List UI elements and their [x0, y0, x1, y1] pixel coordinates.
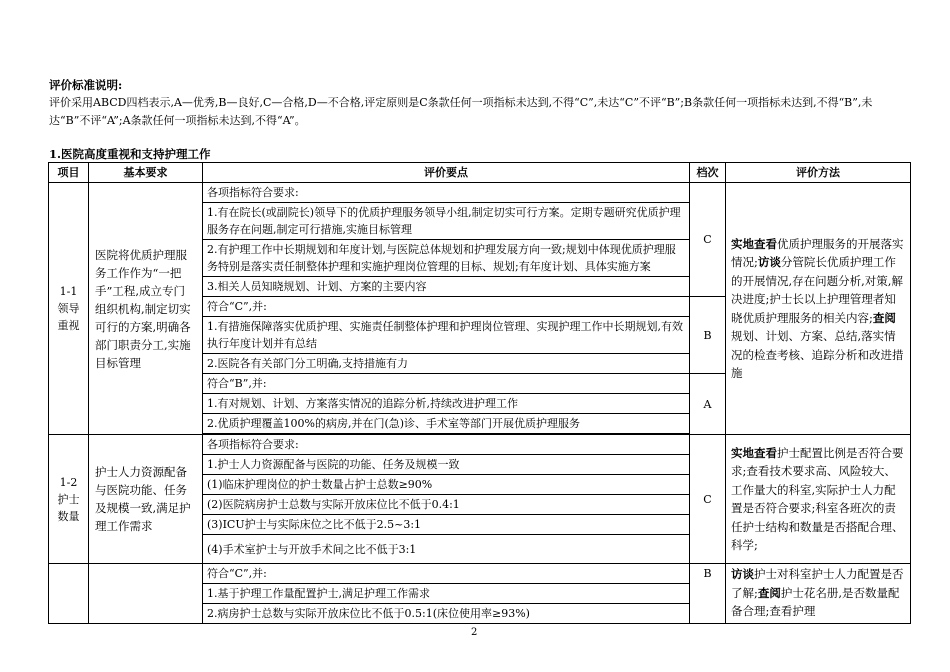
evaluation-method-1-2-continued: [726, 564, 911, 624]
method-keyword: 查阅: [757, 585, 781, 600]
method-text: 规划、计划、方案、总结,落实情况的检查考核、追踪分析和改进措施: [731, 329, 904, 380]
table-header-row: [49, 163, 911, 183]
c-point: 各项指标符合要求:: [203, 435, 690, 455]
c-point: 3.相关人员知晓规划、计划、方案的主要内容: [203, 277, 690, 297]
method-text: 优质护理服务的开展落实情况;: [731, 236, 904, 269]
b-point: 1.基于护理工作量配置护士,满足护理工作需求: [203, 584, 690, 604]
evaluation-method-1-2: [726, 435, 911, 564]
header-evaluation-method: 评价方法: [726, 163, 911, 183]
method-text: 护士花名册,是否数量配备合理;查看护理: [731, 585, 900, 618]
c-point: (2)医院病房护士总数与实际开放床位比不低于0.4:1: [203, 495, 690, 515]
criteria-description: 评价采用ABCD四档表示,A—优秀,B—良好,C—合格,D—不合格,评定原则是C条款任何一项指标未达到,不得“C”,未达“C”不评“B”;B条款任何一项指标未达到,不得“B”,未达“B”不评“A”;A条款任何一项指标未达到,不得“A”。: [49, 96, 873, 127]
basic-requirement-1-2: 护士人力资源配备与医院功能、任务及规模一致,满足护理工作需求: [89, 435, 203, 564]
table-row: [49, 183, 911, 203]
a-point: 符合“B”,并:: [203, 374, 690, 394]
c-point: (4)手术室护士与开放手术间之比不低于3:1: [203, 535, 690, 564]
c-point: 1.护士人力资源配备与医院的功能、任务及规模一致: [203, 455, 690, 475]
method-keyword: 查阅: [872, 310, 896, 325]
item-1-1: 1-1 领导重视: [49, 183, 89, 435]
grade-b: B: [690, 297, 726, 374]
table-row: [49, 564, 911, 584]
a-point: 1.有对规划、计划、方案落实情况的追踪分析,持续改进护理工作: [203, 394, 690, 414]
method-text: 分管院长优质护理工作的开展情况,存在问题分析,对策,解决进度;护士长以上护理管理者知晓优质护理服务的相关内容;: [731, 255, 903, 325]
grade-c: C: [690, 183, 726, 297]
grade-c: C: [690, 435, 726, 564]
c-point: 1.有在院长(或副院长)领导下的优质护理服务领导小组,制定切实可行方案。定期专题研究优质护理服务存在问题,制定可行措施,实施目标管理: [203, 203, 690, 240]
method-keyword: 访谈: [731, 567, 754, 581]
method-text: 护士对科室护士人力配置是否了解;: [731, 567, 904, 600]
evaluation-method-1-1: [726, 183, 911, 435]
c-point: (1)临床护理岗位的护士数量占护士总数≥90%: [203, 475, 690, 495]
grade-a: A: [690, 374, 726, 435]
b-point: 2.病房护士总数与实际开放床位比不低于0.5:1(床位使用率≥93%): [203, 604, 690, 624]
b-point: 符合“C”,并:: [203, 297, 690, 317]
basic-requirement-1-1: 医院将优质护理服务工作作为“一把手”工程,成立专门组织机构,制定切实可行的方案,明确各部门职责分工,实施目标管理: [89, 183, 203, 435]
section-title: 1.医院高度重视和支持护理工作: [49, 147, 211, 161]
criteria-title: 评价标准说明:: [49, 78, 123, 92]
evaluation-table: [48, 162, 911, 624]
b-point: 符合“C”,并:: [203, 564, 690, 584]
method-text: 护士配置比例是否符合要求;查看技术要求高、风险较大、工作量大的科室,实际护士人力配置是否符合要求;科室各班次的责任护士结构和数量是否搭配合理、科学;: [731, 445, 904, 552]
header-item: 项目: [49, 163, 89, 183]
item-1-2: 1-2 护士数量: [49, 435, 89, 564]
b-point: 2.医院各有关部门分工明确,支持措施有力: [203, 354, 690, 374]
c-point: 各项指标符合要求:: [203, 183, 690, 203]
empty-item-cell: [49, 564, 89, 624]
grade-b: B: [690, 564, 726, 624]
header-grade: 档次: [690, 163, 726, 183]
a-point: 2.优质护理覆盖100%的病房,并在门(急)诊、手术室等部门开展优质护理服务: [203, 414, 690, 434]
header-basic-requirements: 基本要求: [89, 163, 203, 183]
page-number: 2: [471, 627, 478, 638]
table-row: [49, 435, 911, 455]
method-keyword: 实地查看: [731, 445, 777, 460]
b-point: 1.有措施保障落实优质护理、实施责任制整体护理和护理岗位管理、实现护理工作中长期规划,有效执行年度计划并有总结: [203, 317, 690, 354]
method-keyword: 实地查看: [731, 236, 777, 251]
method-keyword: 访谈: [757, 255, 781, 269]
c-point: (3)ICU护士与实际床位之比不低于2.5~3:1: [203, 515, 690, 535]
empty-basic-cell: [89, 564, 203, 624]
c-point: 2.有护理工作中长期规划和年度计划,与医院总体规划和护理发展方向一致;规划中体现优质护理服务特别是落实责任制整体护理和实施护理岗位管理的目标、规划;有年度计划、具体实施方案: [203, 240, 690, 277]
header-evaluation-points: 评价要点: [203, 163, 690, 183]
